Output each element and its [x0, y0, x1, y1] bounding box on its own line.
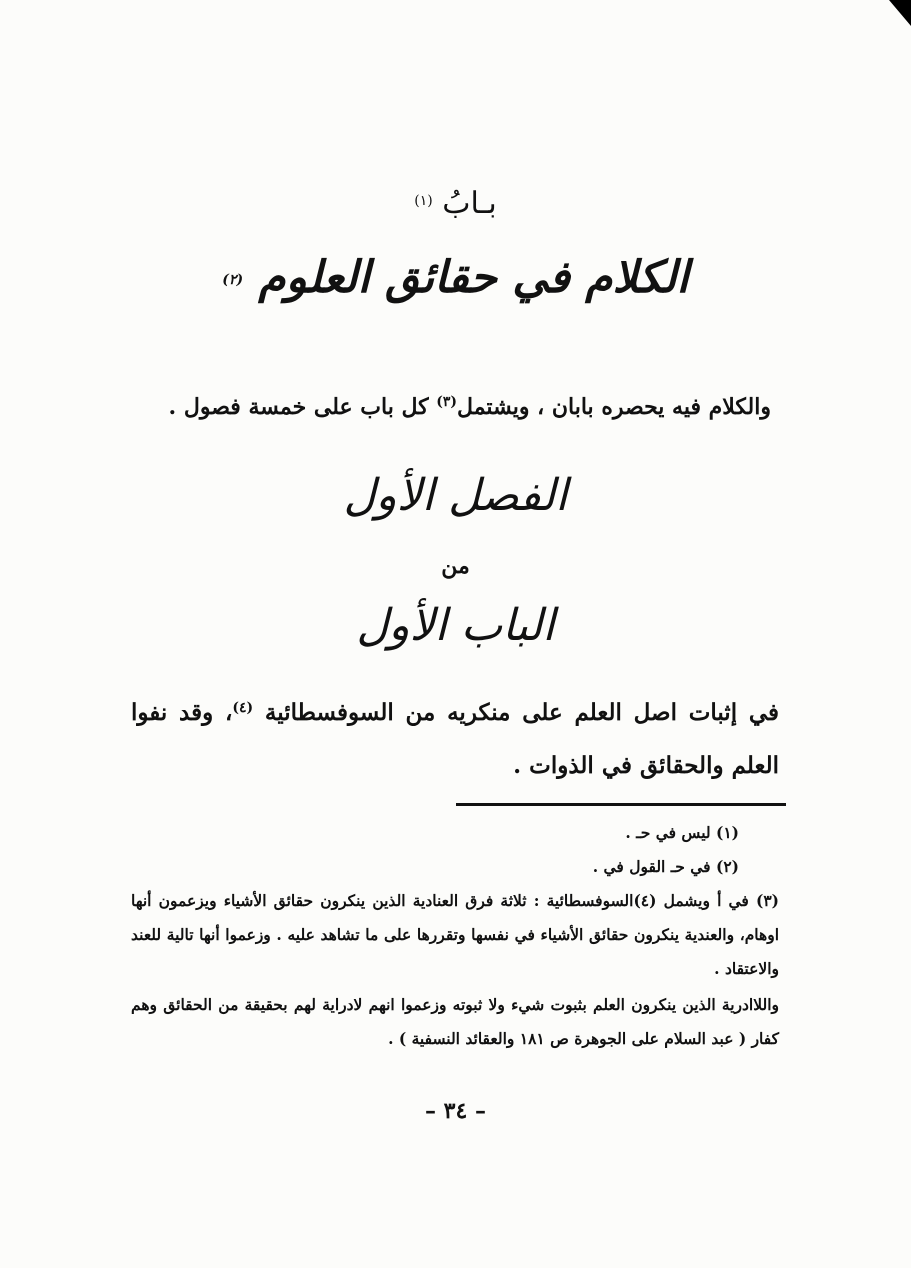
intro-text-end: كل باب على خمسة فصول . — [168, 394, 437, 420]
chapter-heading — [0, 186, 911, 221]
body-text-start: في إثبات اصل العلم على منكريه من السوفسطائية — [264, 699, 779, 726]
chapter-title-footnote-ref: (٢) — [222, 272, 244, 288]
section-connector: من — [441, 553, 470, 579]
chapter-title-text: الكلام في حقائق العلوم — [258, 252, 689, 303]
body-footnote-ref: (٤) — [232, 700, 254, 716]
footnote-2: (٢) في حـ القول في . — [592, 857, 739, 876]
intro-text-start: والكلام فيه يحصره بابان ، ويشتمل — [457, 394, 771, 420]
intro-paragraph — [131, 394, 771, 420]
footnote-1: (١) ليس في حـ . — [625, 823, 739, 842]
footnote-4: واللاادرية الذين ينكرون العلم بثبوت شيء ولا ثبوته وزعموا انهم لادراية لهم بحقيقة من الحقائق وهم كفار ( عبد السلام على الجوهرة ص ١٨١ والعقائد النسفية ) . — [131, 995, 779, 1048]
page-number: – ٣٤ – — [425, 1098, 486, 1124]
section-heading: الفصل الأول — [343, 470, 568, 521]
footnotes — [131, 816, 779, 1056]
page-corner-mark — [889, 0, 911, 26]
chapter-title — [0, 252, 911, 303]
body-paragraph — [131, 688, 779, 791]
intro-footnote-ref: (٣) — [436, 394, 458, 410]
footnote-3: (٣) في أ ويشمل (٤)السوفسطائية : ثلاثة فرق العنادية الذين ينكرون حقائق الأشياء ويزعمون أنها اوهام، والعندية ينكرون حقائق الأشياء في نفسها وتقررها على ما تشاهد عليه . وزعموا أنها تالية للعند والاعتقاد . — [131, 891, 779, 978]
chapter-word: بـابُ — [442, 186, 497, 221]
chapter-footnote-ref: (١) — [414, 193, 433, 209]
body-text-end: ، وقد نفوا العلم والحقائق في الذوات . — [131, 699, 779, 779]
footnote-divider — [456, 803, 786, 806]
book-heading: الباب الأول — [356, 600, 555, 651]
